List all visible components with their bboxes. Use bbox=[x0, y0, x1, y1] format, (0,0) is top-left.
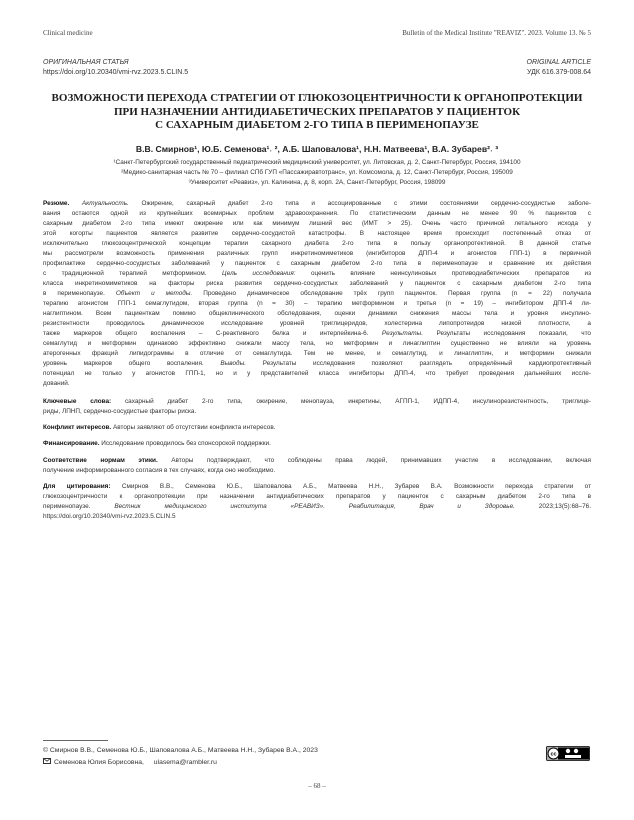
citation-text: Смирнов В.В., Семенова Ю.Б., Шаповалова А.Б., Матвеева Н.Н., Зубарев В.А. Возможности перехода стратегии от bbox=[121, 483, 591, 490]
abstract-text: Проведено динамическое обследование трёх групп пациенток. Первая группа (n = 22) получала bbox=[203, 290, 591, 297]
title-line: ВОЗМОЖНОСТИ ПЕРЕХОДА СТРАТЕГИИ ОТ ГЛЮКОЗОЦЕНТРИЧНОСТИ К ОРГАНОПРОТЕКЦИИ bbox=[51, 92, 583, 104]
citation bbox=[43, 482, 591, 522]
conclusions-label: Выводы. bbox=[220, 360, 247, 367]
abstract-text: с традиционной терапией метформином. bbox=[43, 270, 207, 277]
ethics-label: Соответствие нормам этики. bbox=[43, 457, 158, 464]
citation-text: 2023;13(5):68–76. bbox=[538, 503, 591, 510]
abstract-text: этой когорты пациентов является развитие сердечно-сосудистой катастрофы. В настоящее время происходит постепенный отказ от bbox=[43, 230, 591, 237]
results-label: Результаты. bbox=[381, 330, 424, 337]
affiliation: ²Медико-санитарная часть № 70 – филиал СПб ГУП «Пассажиравтотранс», ул. Комсомола, д. 12, Санкт-Петербург, Россия, 195009 bbox=[121, 169, 513, 176]
authors: В.В. Смирнов¹, Ю.Б. Семенова¹˒ ², А.Б. Шаповалова¹, Н.Н. Матвеева¹, В.А. Зубарев²˒ ³ bbox=[135, 144, 499, 154]
article-title bbox=[43, 92, 591, 133]
article-type: ОРИГИНАЛЬНАЯ СТАТЬЯ bbox=[43, 59, 129, 66]
header-section: Clinical medicine bbox=[43, 29, 93, 37]
citation-text: глюкозоцентричности к органопротекции при назначении антидиабетических препаратов у пациенток с сахарным диабетом 2-го типа в bbox=[43, 493, 591, 500]
ethics-statement bbox=[43, 456, 591, 476]
abstract-text: Результаты исследования позволяют разглядеть определённый кардиопротективный bbox=[262, 360, 591, 367]
doi-link[interactable]: https://doi.org/10.20340/vmi-rvz.2023.5.CLIN.5 bbox=[43, 68, 189, 76]
keywords-text: сахарный диабет 2-го типа, ожирение, менопауза, инкретины, АГПП-1, ИДПП-4, инсулинорезистентность, триглице- bbox=[124, 398, 591, 405]
title-line: С САХАРНЫМ ДИАБЕТОМ 2-ГО ТИПА В ПЕРИМЕНОПАУЗЕ bbox=[155, 119, 479, 131]
methods-label: Объект и методы. bbox=[115, 290, 193, 297]
abstract-text: сахарным диабетом 2-го типа имеют ожирение или как минимум лишний вес (ИМТ > 25). Очень часто причиной летального исхода у bbox=[43, 220, 591, 227]
article-meta bbox=[43, 58, 591, 78]
abstract-text: класса инкретиномиметиков на факторы риска развития сердечно-сосудистых заболеваний у пациенток с сахарным диабетом 2-го типа bbox=[43, 280, 591, 287]
abstract-text: атерогенных фракций липидограммы в отличие от семаглутида. Тем не менее, и семаглутид, и линаглиптин, и метформин снижали bbox=[43, 350, 591, 357]
envelope-icon bbox=[43, 758, 51, 764]
abstract-text: потенциал не только у агонистов ГПП-1, но и у представителей класса ингибиторы ДПП-4, что требует проведения дальнейших иссле- bbox=[43, 370, 591, 377]
affiliation: ¹Санкт-Петербургский государственный педиатрический медицинский университет, ул. Литовская, д. 2, Санкт-Петербург, Россия, 194100 bbox=[113, 159, 521, 166]
abstract bbox=[43, 199, 591, 389]
abstract-text: оценить влияние неинсулиновых противодиабетических препаратов из bbox=[310, 270, 591, 277]
abstract-text: резистентности проводилось динамическое исследование уровней триглицеридов, холестерина липопротеидов низкой плотности, а bbox=[43, 320, 591, 327]
abstract-text: в перименопаузе. bbox=[43, 290, 105, 297]
abstract-text: мы рассмотрели возможность применения различных групп инкретиномиметиков (ингибиторов ДПП-4 и агонистов ГПП-1) в первичной bbox=[43, 250, 591, 257]
conflict-label: Конфликт интересов. bbox=[43, 424, 112, 431]
abstract-text: Результаты исследования показали, что bbox=[436, 330, 591, 337]
footnote-rule bbox=[43, 740, 108, 741]
abstract-text: профилактике сердечно-сосудистых заболеваний у пациенток с сахарным диабетом 2-го типа в перименопаузе и сравнение их действия bbox=[43, 260, 591, 267]
abstract-text: терапию агонистом ГПП-1 семаглутидом, вторая группа (n = 30) – терапию метформином и третья (n = 19) – ингибитором ДПП-4 ли- bbox=[43, 300, 591, 307]
conflict-of-interest bbox=[43, 423, 591, 433]
header-journal: Bulletin of the Medical Institute "REAVIZ". 2023. Volume 13. № 5 bbox=[402, 29, 591, 37]
keywords bbox=[43, 397, 591, 417]
title-line: ПРИ НАЗНАЧЕНИИ АНТИДИАБЕТИЧЕСКИХ ПРЕПАРАТОВ У ПАЦИЕНТОК bbox=[113, 105, 521, 118]
license-text: cc bbox=[550, 751, 557, 758]
running-header bbox=[43, 29, 591, 39]
abstract-label: Резюме. bbox=[43, 200, 70, 207]
abstract-text: Ожирение, сахарный диабет 2-го типа и ассоциированные с этими состояниями сердечно-сосудистые заболе- bbox=[141, 200, 591, 207]
udc-code: УДК 616.379-008.64 bbox=[527, 68, 591, 76]
abstract-text: семаглутид и метформин одинаково эффективно снижали массу тела, но метформин и линаглиптин существенно не влияли на уровень bbox=[43, 340, 591, 347]
footnote bbox=[43, 745, 318, 769]
abstract-text: также маркеров общего воспаления – C-реактивного белка и интерлейкина-6. bbox=[43, 330, 369, 337]
creative-commons-license-icon[interactable] bbox=[546, 746, 590, 761]
affiliation: ³Университет «Реавиз», ул. Калинина, д. 8, корп. 2А, Санкт-Петербург, Россия, 198099 bbox=[188, 179, 446, 186]
abstract-text: уровень маркеров общего воспаления. bbox=[43, 360, 204, 367]
abstract-text: наглиптином. Всем пациенткам помимо общеклинического обследования, оценки динамики снижения массы тела и уровня инсулино- bbox=[43, 310, 591, 317]
keywords-label: Ключевые слова: bbox=[43, 398, 112, 405]
affiliations bbox=[43, 158, 591, 188]
contact-name: Семенова Юлия Борисовна, bbox=[54, 759, 144, 766]
page-number: – 68 – bbox=[308, 782, 326, 790]
citation-doi-link[interactable]: https://doi.org/10.20340/vmi-rvz.2023.5.CLIN.5 bbox=[43, 513, 176, 520]
keywords-text: риды, ЛПНП, сердечно-сосудистые факторы риска. bbox=[43, 408, 197, 415]
abstract-text: вания остаются одной из крупнейших всемирных проблем здравоохранения. По статистическим данным не менее 90 % пациентов с bbox=[43, 210, 591, 217]
ethics-text: Авторы подтверждают, что соблюдены права людей, принимавших участие в исследовании, включая bbox=[171, 457, 591, 464]
copyright-line: © Смирнов В.В., Семенова Ю.Б., Шаповалова А.Б., Матвеева Н.Н., Зубарев В.А., 2023 bbox=[43, 747, 318, 754]
funding-text: Исследование проводилось без спонсорской поддержки. bbox=[101, 440, 271, 447]
citation-text: перименопаузе. bbox=[43, 503, 91, 510]
ethics-text: получение информированного согласия в тех случаях, когда оно необходимо. bbox=[43, 467, 276, 474]
relevance-label: Актуальность. bbox=[81, 200, 129, 207]
abstract-text: дований. bbox=[43, 380, 70, 387]
citation-journal: Вестник медицинского института «РЕАВИЗ». Реабилитация, Врач и Здоровье. bbox=[114, 503, 515, 510]
funding bbox=[43, 439, 591, 449]
conflict-text: Авторы заявляют об отсутствии конфликта интересов. bbox=[112, 424, 276, 431]
citation-label: Для цитирования: bbox=[43, 483, 111, 490]
article-type-en: ORIGINAL ARTICLE bbox=[526, 59, 591, 66]
funding-label: Финансирование. bbox=[43, 440, 100, 447]
contact-email[interactable]: ulasema@rambler.ru bbox=[153, 759, 217, 766]
abstract-text: исключительно глюкозоцентрической концепции терапии сахарного диабета 2-го типа в пользу органопротективной. В данной статье bbox=[43, 240, 591, 247]
aim-label: Цель исследования: bbox=[221, 270, 296, 277]
